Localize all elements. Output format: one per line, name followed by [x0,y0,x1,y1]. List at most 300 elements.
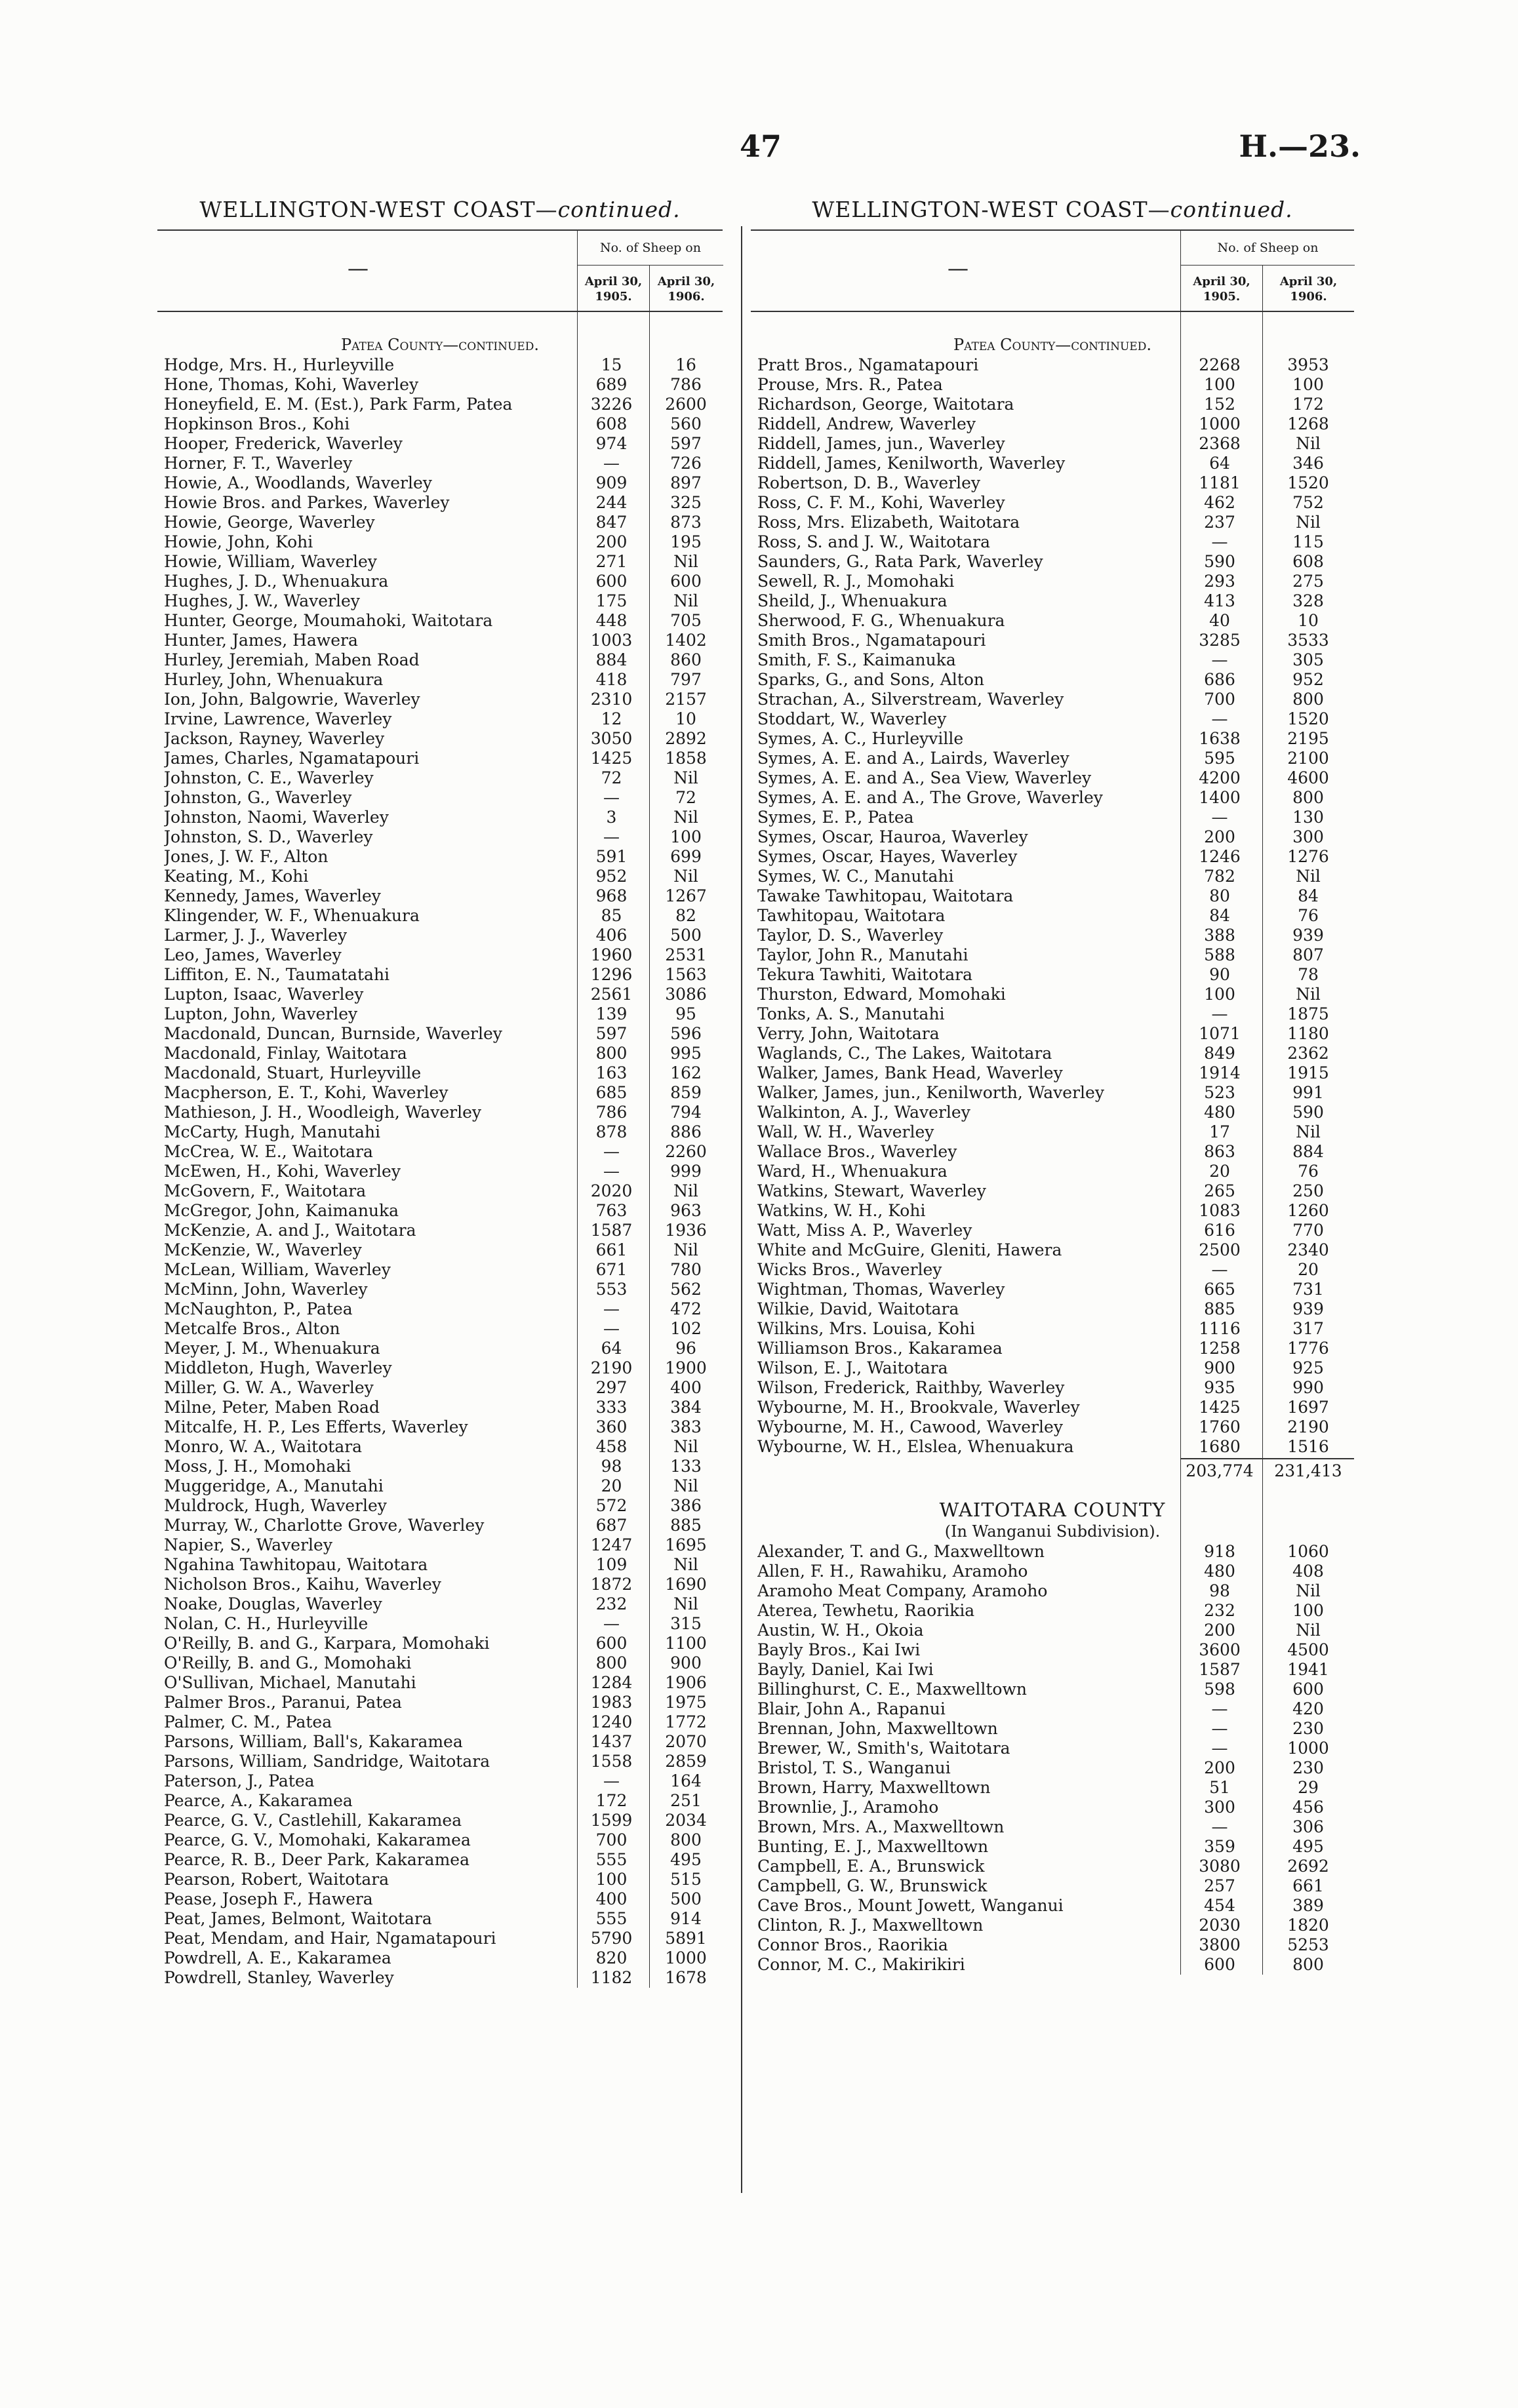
holder-name: Nolan, C. H., Hurleyville [164,1614,369,1633]
sheep-1905: 98 [601,1457,622,1476]
sheep-1905: 588 [1204,945,1235,964]
sheep-1905: 172 [595,1791,628,1810]
holder-name: Symes, A. C., Hurleyville [757,729,964,748]
table-row [157,572,723,591]
holder-name: Brewer, W., Smith's, Waitotara [757,1739,1010,1758]
holder-name: Muggeridge, A., Manutahi [164,1476,384,1495]
column-rule [577,312,578,1988]
sheep-1906: 420 [1292,1699,1324,1718]
table-row [157,1063,723,1083]
holder-name: Symes, A. E. and A., The Grove, Waverley [757,788,1103,807]
holder-name: James, Charles, Ngamatapouri [164,749,420,768]
holder-name: Tawake Tawhitopau, Waitotara [757,886,1014,905]
sheep-1906: 800 [1292,788,1324,807]
holder-name: Hodge, Mrs. H., Hurleyville [164,355,395,374]
left-table-body [157,312,723,1988]
holder-name: Prouse, Mrs. R., Patea [757,375,943,394]
sheep-1905: 100 [1204,375,1235,394]
table-row [751,1437,1354,1457]
table-row [751,513,1354,532]
sheep-1906: 230 [1292,1758,1324,1777]
sheep-1906: 1975 [665,1693,707,1712]
right-section-heading: Patea County—continued. [953,336,1151,354]
table-row [157,1830,723,1850]
sheep-1906: Nil [673,808,698,827]
table-row [157,493,723,513]
sheep-1905: 232 [1204,1601,1235,1620]
sheep-1905: 590 [1204,552,1235,571]
table-row [751,1240,1354,1260]
sheep-1906: 130 [1292,808,1324,827]
holder-name: Liffiton, E. N., Taumatatahi [164,965,390,984]
sheep-1905: 200 [1204,1621,1235,1640]
holder-name: Middleton, Hugh, Waverley [164,1358,392,1377]
sheep-1905: 700 [1204,690,1235,709]
sheep-1906: 4500 [1287,1640,1329,1659]
table-row [751,1221,1354,1240]
table-row [157,1712,723,1732]
sheep-1906: 1180 [1287,1024,1329,1043]
sheep-1906: 2340 [1287,1240,1329,1259]
sheep-1906: 76 [1298,1162,1319,1181]
holder-name: Johnston, S. D., Waverley [164,827,373,846]
sheep-1906: 386 [670,1496,702,1515]
sheep-1905: — [1211,1004,1228,1023]
sheep-1905: 1296 [590,965,633,984]
table-row [751,1417,1354,1437]
table-row [751,1201,1354,1221]
table-row [157,1339,723,1358]
holder-name: Pearson, Robert, Waitotara [164,1870,389,1889]
table-row [751,1044,1354,1063]
holder-name: McGovern, F., Waitotara [164,1181,367,1200]
sheep-1905: 84 [1209,906,1230,925]
table-row [157,375,723,395]
holder-name: Ross, C. F. M., Kohi, Waverley [757,493,1005,512]
table-row [157,1594,723,1614]
sheep-1905: 418 [595,670,628,689]
holder-name: Symes, A. E. and A., Lairds, Waverley [757,749,1069,768]
holder-name: Noake, Douglas, Waverley [164,1594,382,1613]
sheep-1905: 480 [1204,1562,1235,1581]
sheep-1906: 456 [1292,1798,1324,1817]
sheep-1905: 85 [601,906,622,925]
sheep-1906: 1915 [1287,1063,1329,1082]
sheep-1906: 2892 [665,729,707,748]
sheep-1905: 671 [595,1260,628,1279]
sheep-1905: 388 [1204,926,1235,945]
sheep-1905: 3285 [1199,631,1241,650]
holder-name: McKenzie, W., Waverley [164,1240,362,1259]
sheep-1905: 2561 [590,985,633,1004]
holder-name: Powdrell, A. E., Kakaramea [164,1948,391,1967]
sheep-1906: 76 [1298,906,1319,925]
table-row [751,1063,1354,1083]
sheep-1906: Nil [673,1476,698,1495]
sheep-1906: 2600 [665,395,707,414]
table-row [751,493,1354,513]
sheep-1905: 1760 [1199,1417,1241,1436]
holder-name: Hughes, J. W., Waverley [164,591,360,610]
holder-name: Williamson Bros., Kakaramea [757,1339,1003,1358]
sheep-1906: 999 [670,1162,702,1181]
holder-name: Ross, Mrs. Elizabeth, Waitotara [757,513,1020,532]
sheep-1906: 726 [670,454,702,473]
holder-name: McEwen, H., Kohi, Waverley [164,1162,401,1181]
holder-name: Campbell, E. A., Brunswick [757,1857,985,1876]
sheep-1906: 315 [670,1614,702,1633]
table-row [157,1929,723,1948]
sheep-1906: Nil [1296,1122,1321,1141]
holder-name: Howie, William, Waverley [164,552,377,571]
holder-name: Metcalfe Bros., Alton [164,1319,340,1338]
sheep-1906: 1000 [1287,1739,1329,1758]
table-row [751,1142,1354,1162]
sheep-1905: 139 [595,1004,628,1023]
table-row [751,945,1354,965]
sheep-1905: 98 [1209,1581,1230,1600]
sheep-1905: 968 [595,886,628,905]
holder-name: Pearce, R. B., Deer Park, Kakaramea [164,1850,469,1869]
holder-name: Pearce, A., Kakaramea [164,1791,353,1810]
sheep-1905: 1240 [590,1712,633,1731]
sheep-1906: 1820 [1287,1916,1329,1935]
sheep-1905: 20 [1209,1162,1230,1181]
table-row [157,808,723,827]
holder-name: Watkins, W. H., Kohi [757,1201,926,1220]
holder-name: Hughes, J. D., Whenuakura [164,572,389,591]
header-span: No. of Sheep on [577,231,723,266]
sheep-1906: 800 [670,1830,702,1849]
table-row [751,434,1354,454]
table-row [751,1739,1354,1758]
holder-name: Tawhitopau, Waitotara [757,906,946,925]
sheep-1906: 96 [675,1339,696,1358]
sheep-1906: 897 [670,473,702,492]
holder-name: Moss, J. H., Momohaki [164,1457,351,1476]
sheep-1905: 15 [601,355,622,374]
holder-name: Symes, A. E. and A., Sea View, Waverley [757,768,1092,787]
holder-name: Clinton, R. J., Maxwelltown [757,1916,984,1935]
table-row [751,1299,1354,1319]
sheep-1906: 794 [670,1103,702,1122]
sheep-1905: 1247 [590,1535,633,1554]
waitotara-subheading: (In Wanganui Subdivision). [944,1522,1161,1541]
sheep-1906: 1690 [665,1575,707,1594]
table-row [157,1791,723,1811]
table-row [157,1024,723,1044]
sheep-1905: 1872 [590,1575,633,1594]
sheep-1905: 885 [1204,1299,1235,1318]
table-row [751,1640,1354,1660]
table-row [751,473,1354,493]
sheep-1906: 251 [670,1791,702,1810]
table-row [751,985,1354,1004]
sheep-1905: 555 [595,1909,628,1928]
holder-name: Symes, Oscar, Hauroa, Waverley [757,827,1028,846]
sheep-1906: 780 [670,1260,702,1279]
table-row [751,847,1354,867]
sheep-1906: Nil [1296,1621,1321,1640]
holder-name: Parsons, William, Sandridge, Waitotara [164,1752,490,1771]
holder-name: Honeyfield, E. M. (Est.), Park Farm, Patea [164,395,513,414]
holder-name: Symes, W. C., Manutahi [757,867,954,886]
table-row [157,867,723,886]
table-row [157,1496,723,1516]
table-row [751,1024,1354,1044]
sheep-1906: 250 [1292,1181,1324,1200]
holder-name: Irvine, Lawrence, Waverley [164,709,392,728]
sheep-1906: 325 [670,493,702,512]
sheep-1906: 4600 [1287,768,1329,787]
holder-name: Watkins, Stewart, Waverley [757,1181,986,1200]
sheep-1905: 900 [1204,1358,1235,1377]
sheep-1906: 885 [670,1516,702,1535]
sheep-1906: 408 [1292,1562,1324,1581]
sheep-1906: Nil [1296,867,1321,886]
table-row [157,395,723,414]
table-row [157,434,723,454]
sheep-1905: — [603,1614,620,1633]
table-row [157,1457,723,1476]
sheep-1906: 562 [670,1280,702,1299]
sheep-1906: 914 [670,1909,702,1928]
holder-name: Hunter, George, Moumahoki, Waitotara [164,611,493,630]
header-col-1905: April 30, 1905. [577,265,649,311]
sheep-1905: — [1211,532,1228,551]
table-row [751,1955,1354,1975]
sheep-1906: 305 [1292,650,1324,669]
table-row [157,1555,723,1575]
table-row [157,1653,723,1673]
holder-name: Austin, W. H., Okoia [757,1621,924,1640]
table-row [157,1240,723,1260]
holder-name: Cave Bros., Mount Jowett, Wanganui [757,1896,1064,1915]
table-row [157,1948,723,1968]
holder-name: Brennan, John, Maxwelltown [757,1719,998,1738]
table-row [157,1103,723,1122]
table-row [157,1299,723,1319]
table-row [751,454,1354,473]
table-row [751,1817,1354,1837]
sheep-1905: 1914 [1199,1063,1241,1082]
holder-name: Ngahina Tawhitopau, Waitotara [164,1555,428,1574]
sheep-1905: 413 [1204,591,1235,610]
table-row [751,1896,1354,1916]
holder-name: Hone, Thomas, Kohi, Waverley [164,375,419,394]
header-span: No. of Sheep on [1180,231,1355,266]
holder-name: Verry, John, Waitotara [757,1024,940,1043]
sheep-1905: 3800 [1199,1935,1241,1954]
sheep-1906: 100 [1292,1601,1324,1620]
table-row [157,1162,723,1181]
holder-name: Symes, E. P., Patea [757,808,914,827]
sheep-1906: 596 [670,1024,702,1043]
table-row [751,1876,1354,1896]
table-row [751,1719,1354,1739]
sheep-1906: 472 [670,1299,702,1318]
holder-name: O'Sullivan, Michael, Manutahi [164,1673,416,1692]
holder-name: Keating, M., Kohi [164,867,309,886]
sheep-1905: 333 [595,1398,628,1417]
sheep-1906: 389 [1292,1896,1324,1915]
table-row [751,1621,1354,1640]
holder-name: Hurley, John, Whenuakura [164,670,384,689]
sheep-1906: 515 [670,1870,702,1889]
sheep-1906: 925 [1292,1358,1324,1377]
sheep-1905: 40 [1209,611,1230,630]
table-row [751,1103,1354,1122]
holder-name: McGregor, John, Kaimanuka [164,1201,399,1220]
total-1905: 203,774 [1186,1461,1254,1480]
right-rows [751,355,1354,1457]
holder-name: Napier, S., Waverley [164,1535,332,1554]
holder-name: Allen, F. H., Rawahiku, Aramoho [757,1562,1028,1581]
table-row [157,631,723,650]
page-reference: H.—23. [1239,128,1361,164]
holder-name: Wallace Bros., Waverley [757,1142,957,1161]
holder-name: Jones, J. W. F., Alton [164,847,329,866]
table-row [157,1909,723,1929]
table-row [751,395,1354,414]
sheep-1906: 500 [670,1889,702,1908]
sheep-1906: Nil [673,1240,698,1259]
sheep-1905: 1083 [1199,1201,1241,1220]
holder-name: Mathieson, J. H., Woodleigh, Waverley [164,1103,482,1122]
holder-name: O'Reilly, B. and G., Momohaki [164,1653,412,1672]
sheep-1905: 1182 [590,1968,633,1987]
sheep-1905: 297 [595,1378,628,1397]
sheep-1905: 5790 [590,1929,633,1948]
holder-name: Taylor, John R., Manutahi [757,945,969,964]
sheep-1905: 20 [601,1476,622,1495]
sheep-1906: 2195 [1287,729,1329,748]
table-row [157,1771,723,1791]
sheep-1906: 884 [1292,1142,1324,1161]
table-row [157,552,723,572]
holder-name: Walkinton, A. J., Waverley [757,1103,970,1122]
sheep-1905: 2020 [590,1181,633,1200]
sheep-1905: 786 [595,1103,628,1122]
sheep-1906: 786 [670,375,702,394]
holder-name: Robertson, D. B., Waverley [757,473,981,492]
sheep-1906: 1268 [1287,414,1329,433]
table-row [157,532,723,552]
sheep-1905: 800 [595,1044,628,1063]
sheep-1905: 1437 [590,1732,633,1751]
sheep-1905: — [603,1771,620,1790]
sheep-1906: Nil [1296,1581,1321,1600]
header-dash: — [348,256,369,281]
sheep-1905: 1246 [1199,847,1241,866]
sheep-1905: 2268 [1199,355,1241,374]
holder-name: Palmer Bros., Paranui, Patea [164,1693,402,1712]
sheep-1905: 849 [1204,1044,1235,1063]
sheep-1905: — [603,1142,620,1161]
sheep-1905: — [603,1299,620,1318]
holder-name: Campbell, G. W., Brunswick [757,1876,988,1895]
sheep-1905: 608 [595,414,628,433]
holder-name: Ross, S. and J. W., Waitotara [757,532,990,551]
sheep-1905: 300 [1204,1798,1235,1817]
holder-name: Wilkie, David, Waitotara [757,1299,959,1318]
sheep-1906: 1402 [665,631,707,650]
sheep-1905: — [1211,1260,1228,1279]
table-row [751,1660,1354,1680]
sheep-1905: — [603,1162,620,1181]
sheep-1905: — [1211,709,1228,728]
holder-name: Wightman, Thomas, Waverley [757,1280,1005,1299]
table-row [751,729,1354,749]
table-row [157,1575,723,1594]
right-title-text: WELLINGTON-WEST COAST— [812,197,1170,222]
sheep-1906: 275 [1292,572,1324,591]
table-row [157,1004,723,1024]
holder-name: McKenzie, A. and J., Waitotara [164,1221,416,1240]
table-row [157,749,723,768]
table-row [157,1968,723,1988]
holder-name: Murray, W., Charlotte Grove, Waverley [164,1516,485,1535]
table-row [157,788,723,808]
table-row [157,473,723,493]
holder-name: O'Reilly, B. and G., Karpara, Momohaki [164,1634,490,1653]
sheep-1905: 100 [595,1870,628,1889]
table-row [157,591,723,611]
table-row [751,1398,1354,1417]
sheep-1906: 195 [670,532,702,551]
table-row [157,926,723,945]
sheep-1906: 752 [1292,493,1324,512]
sheep-1905: 597 [595,1024,628,1043]
table-row [751,1857,1354,1876]
table-row [157,650,723,670]
sheep-1905: 1558 [590,1752,633,1771]
sheep-1905: 687 [595,1516,628,1535]
holder-name: Ion, John, Balgowrie, Waverley [164,690,420,709]
table-row [157,945,723,965]
table-row [751,670,1354,690]
sheep-1905: 555 [595,1850,628,1869]
holder-name: Alexander, T. and G., Maxwelltown [757,1542,1045,1561]
sheep-1906: 100 [670,827,702,846]
table-row [751,631,1354,650]
sheep-1905: 884 [595,650,628,669]
table-row [157,1044,723,1063]
holder-name: Jackson, Rayney, Waverley [164,729,385,748]
left-title-text: WELLINGTON-WEST COAST— [199,197,558,222]
table-row [157,414,723,434]
sheep-1905: 1181 [1199,473,1241,492]
sheep-1905: 3050 [590,729,633,748]
sheep-1905: — [603,788,620,807]
sheep-1905: 1960 [590,945,633,964]
sheep-1905: — [603,1319,620,1338]
sheep-1905: — [603,827,620,846]
holder-name: Lupton, Isaac, Waverley [164,985,364,1004]
header-col-1906: April 30, 1906. [1262,265,1354,311]
table-row [751,1319,1354,1339]
sheep-1905: 2310 [590,690,633,709]
sheep-1906: Nil [673,1555,698,1574]
sheep-1906: 5253 [1287,1935,1329,1954]
table-row [751,1122,1354,1142]
left-table-header [157,229,723,312]
table-row [751,1562,1354,1581]
holder-name: Bristol, T. S., Wanganui [757,1758,951,1777]
table-row [751,1542,1354,1562]
table-row [157,906,723,926]
holder-name: Meyer, J. M., Whenuakura [164,1339,380,1358]
